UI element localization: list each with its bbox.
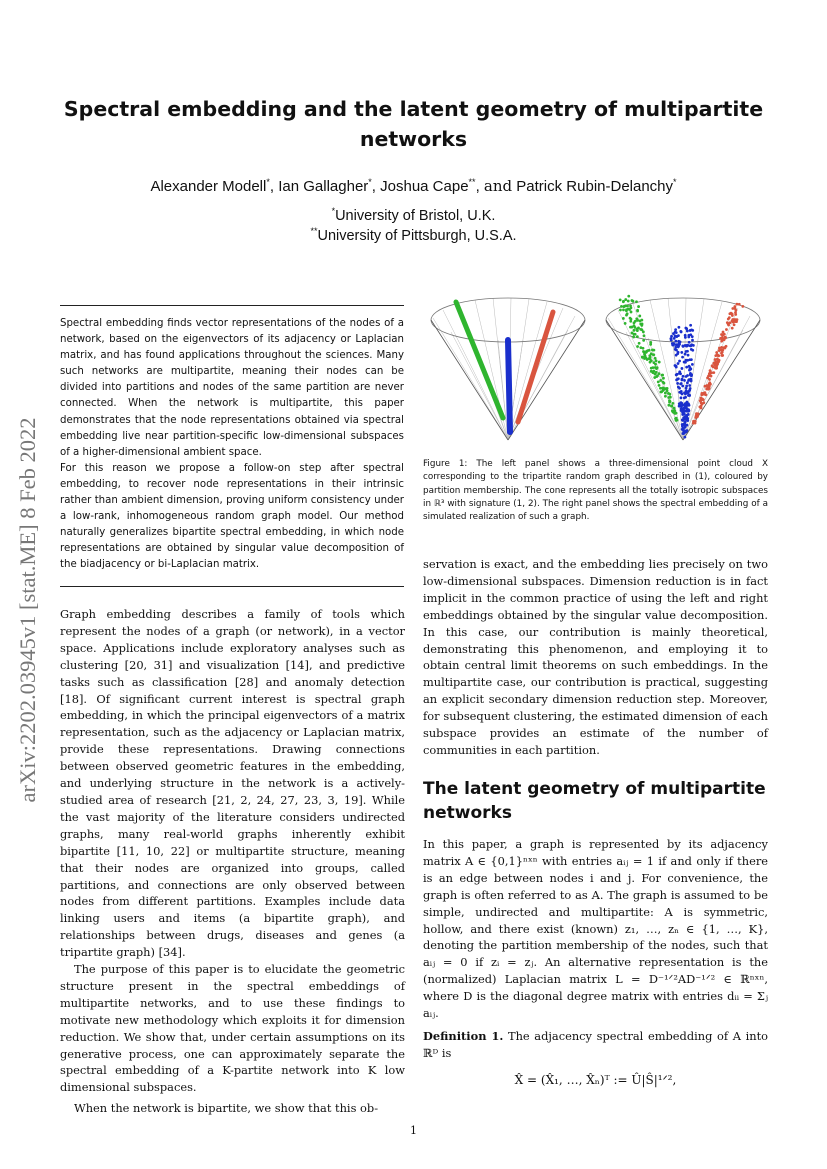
- scatter-point: [680, 351, 683, 354]
- scatter-point: [624, 298, 627, 301]
- scatter-point: [655, 367, 658, 370]
- scatter-point: [620, 305, 623, 308]
- scatter-point: [680, 391, 683, 394]
- scatter-point: [688, 409, 691, 412]
- scatter-point: [682, 375, 685, 378]
- scatter-point: [681, 367, 684, 370]
- scatter-point: [701, 403, 704, 406]
- body-paragraph: When the network is bipartite, we show that this ob-: [74, 1101, 379, 1116]
- scatter-point: [684, 415, 687, 418]
- scatter-point: [725, 328, 728, 331]
- right-cone-panel: [606, 295, 760, 440]
- scatter-point: [633, 333, 636, 336]
- body-paragraph: In this paper, a graph is represented by its adjacency matrix A ∈ {0,1}ⁿˣⁿ with entries aᵢⱼ = 1 if and only if there is an edge between nodes i and j. For convenience, the graph is often referred to as A. The graph is assumed to be simple, undirected and multipartite: A is symmetric, hollow, and there exist (known) z₁, …, zₙ ∈ {1, …, K}, denoting the partition membership of the nodes, such that aᵢⱼ = 0 if zᵢ = zⱼ. An alternative representation is the (normalized) Laplacian matrix L = D⁻¹ᐟ²AD⁻¹ᐟ² ∈ ℝⁿˣⁿ, where D is the diagonal degree matrix with entries dᵢᵢ = Σⱼ aᵢⱼ.: [423, 837, 768, 1021]
- scatter-point: [736, 318, 739, 321]
- author-name: Patrick Rubin-Delanchy: [516, 178, 674, 195]
- scatter-point: [685, 385, 688, 388]
- scatter-point: [722, 331, 725, 334]
- scatter-point: [652, 370, 655, 373]
- scatter-point: [734, 307, 737, 310]
- scatter-point: [690, 348, 693, 351]
- scatter-point: [675, 331, 678, 334]
- scatter-point: [662, 387, 665, 390]
- scatter-point: [671, 402, 674, 405]
- scatter-point: [676, 378, 679, 381]
- scatter-point: [731, 327, 734, 330]
- scatter-point: [641, 356, 644, 359]
- scatter-point: [690, 358, 693, 361]
- scatter-point: [729, 321, 732, 324]
- scatter-point: [700, 407, 703, 410]
- scatter-point: [622, 317, 625, 320]
- abstract-paragraph: For this reason we propose a follow-on step after spectral embedding, to recover node representations in their intrinsic rather than ambient dimension, proving uniform consistency under a low-rank, inhomogeneous random graph model. Our method naturally generalizes bipartite spectral embedding, in which node representations are obtained by singular value decomposition of the biadjacency or bi-Laplacian matrix.: [60, 462, 404, 571]
- scatter-point: [724, 336, 727, 339]
- scatter-point: [674, 340, 677, 343]
- figure-caption: Figure 1: The left panel shows a three-dimensional point cloud X corresponding to the tripartite random graph described in (1), coloured by partition membership. The cone represents all the totally isotropic subspaces in ℝ³ with signature (1, 2). The right panel shows the spectral embedding of a simulated realization of such a graph.: [423, 459, 768, 523]
- scatter-point: [710, 375, 713, 378]
- scatter-point: [638, 342, 641, 345]
- scatter-point: [629, 320, 632, 323]
- scatter-point: [687, 344, 690, 347]
- scatter-point: [662, 377, 665, 380]
- scatter-point: [684, 424, 687, 427]
- scatter-point: [637, 327, 640, 330]
- definition-text: The adjacency spectral embedding of A into ℝᴰ is: [423, 1028, 769, 1060]
- scatter-point: [687, 336, 690, 339]
- page-number: 1: [410, 1124, 417, 1137]
- scatter-point: [674, 364, 677, 367]
- scatter-point: [672, 344, 675, 347]
- definition: [423, 1028, 768, 1062]
- scatter-point: [709, 369, 712, 372]
- scatter-point: [728, 316, 731, 319]
- scatter-point: [681, 385, 684, 388]
- scatter-point: [648, 354, 651, 357]
- scatter-point: [686, 381, 689, 384]
- scatter-point: [652, 366, 655, 369]
- scatter-point: [733, 323, 736, 326]
- scatter-point: [636, 335, 639, 338]
- scatter-point: [639, 346, 642, 349]
- scatter-point: [669, 396, 672, 399]
- definition-label: Definition 1.: [423, 1028, 504, 1043]
- scatter-point: [675, 373, 678, 376]
- scatter-point: [627, 300, 630, 303]
- body-paragraph: The purpose of this paper is to elucidate the geometric structure present in the spectral embeddings of multipartite networks, and to use these findings to motivate new methodology which exploits it for dimension reduction. We show that, under certain assumptions on its generative process, one can approximately separate the spectral embedding of a K-partite network into K low dimensional subspaces.: [60, 962, 405, 1095]
- scatter-point: [717, 360, 720, 363]
- author-list: Alexander Modell*, Ian Gallagher*, Joshua Cape**, and Patrick Rubin-Delanchy*: [150, 177, 677, 195]
- scatter-point: [688, 366, 691, 369]
- scatter-point: [689, 324, 692, 327]
- scatter-point: [680, 407, 683, 410]
- scatter-point: [683, 436, 686, 439]
- scatter-point: [721, 351, 724, 354]
- scatter-point: [670, 335, 673, 338]
- scatter-point: [690, 328, 693, 331]
- scatter-point: [672, 332, 675, 335]
- scatter-point: [673, 411, 676, 414]
- scatter-point: [674, 328, 677, 331]
- arxiv-stamp: arXiv:2202.03945v1 [stat.ME] 8 Feb 2022: [15, 417, 40, 803]
- author-name: Joshua Cape: [380, 178, 469, 195]
- scatter-point: [678, 387, 681, 390]
- scatter-point: [688, 384, 691, 387]
- scatter-point: [622, 308, 625, 311]
- scatter-point: [688, 390, 691, 393]
- scatter-point: [708, 372, 711, 375]
- scatter-point: [731, 312, 734, 315]
- scatter-point: [678, 405, 681, 408]
- scatter-point: [684, 361, 687, 364]
- scatter-point: [688, 341, 691, 344]
- scatter-point: [629, 304, 632, 307]
- scatter-point: [682, 428, 685, 431]
- scatter-point: [668, 401, 671, 404]
- scatter-point: [680, 401, 683, 404]
- scatter-point: [649, 358, 652, 361]
- figure-1-cone-plots: [423, 290, 768, 450]
- scatter-point: [709, 383, 712, 386]
- scatter-point: [738, 303, 741, 306]
- scatter-point: [649, 341, 652, 344]
- scatter-point: [643, 334, 646, 337]
- affiliation: *University of Bristol, U.K.: [331, 206, 496, 224]
- scatter-point: [686, 350, 689, 353]
- scatter-point: [659, 379, 662, 382]
- scatter-point: [721, 334, 724, 337]
- scatter-point: [629, 317, 632, 320]
- scatter-point: [658, 361, 661, 364]
- scatter-point: [693, 421, 696, 424]
- scatter-point: [682, 419, 685, 422]
- scatter-point: [635, 317, 638, 320]
- scatter-point: [652, 349, 655, 352]
- scatter-point: [638, 315, 641, 318]
- scatter-point: [635, 300, 638, 303]
- scatter-point: [655, 371, 658, 374]
- scatter-point: [642, 339, 645, 342]
- scatter-point: [685, 406, 688, 409]
- scatter-point: [626, 305, 629, 308]
- scatter-point: [684, 353, 687, 356]
- scatter-point: [715, 367, 718, 370]
- scatter-point: [650, 370, 653, 373]
- scatter-point: [637, 305, 640, 308]
- author-conjunction: and: [483, 177, 513, 195]
- scatter-point: [667, 392, 670, 395]
- scatter-point: [636, 310, 639, 313]
- scatter-point: [619, 299, 622, 302]
- scatter-point: [687, 394, 690, 397]
- scatter-point: [683, 379, 686, 382]
- scatter-point: [639, 319, 642, 322]
- scatter-point: [681, 356, 684, 359]
- scatter-point: [665, 387, 668, 390]
- scatter-point: [690, 379, 693, 382]
- scatter-point: [686, 374, 689, 377]
- scatter-point: [691, 339, 694, 342]
- body-continuation: [423, 556, 768, 759]
- scatter-point: [683, 410, 686, 413]
- affiliation: **University of Pittsburgh, U.S.A.: [310, 226, 517, 244]
- scatter-point: [677, 334, 680, 337]
- body-paragraph: Graph embedding describes a family of tools which represent the nodes of a graph (or network), in a vector space. Applications include exploratory analyses such as clustering [20, 31] and visualization [14], and predictive tasks such as classification [28] and anomaly detection [18]. Of significant current interest is spectral graph embedding, in which the principal eigenvectors of a matrix representation, such as the adjacency or Laplacian matrix, provide these representations. Drawing connections between observed geometric features in the embedding, and underlying structure in the network is a actively-studied area of research [21, 2, 24, 27, 23, 3, 19]. While the vast majority of the literature considers undirected graphs, many real-world graphs inherently exhibit bipartite [11, 10, 22] or multipartite structure, meaning that their nodes are organized into groups, called partitions, and connections are only observed between nodes from different partitions. Examples include data linking users and items (a bipartite graph), and relationships between drugs, diseases and genes (a tripartite graph) [34].: [60, 607, 405, 960]
- scatter-point: [706, 376, 709, 379]
- introduction: [60, 606, 405, 1117]
- scatter-point: [685, 430, 688, 433]
- scatter-point: [686, 419, 689, 422]
- scatter-point: [699, 400, 702, 403]
- scatter-point: [720, 340, 723, 343]
- section-body: [423, 836, 768, 1062]
- scatter-point: [627, 295, 630, 298]
- abstract: [60, 316, 404, 574]
- scatter-point: [652, 353, 655, 356]
- scatter-point: [678, 360, 681, 363]
- scatter-point: [677, 362, 680, 365]
- scatter-point: [675, 343, 678, 346]
- abstract-bottom-rule: [60, 586, 404, 587]
- scatter-point: [679, 330, 682, 333]
- scatter-point: [634, 320, 637, 323]
- scatter-point: [676, 352, 679, 355]
- scatter-point: [662, 389, 665, 392]
- scatter-point: [670, 339, 673, 342]
- scatter-point: [714, 364, 717, 367]
- scatter-point: [632, 336, 635, 339]
- scatter-point: [633, 324, 636, 327]
- scatter-point: [687, 402, 690, 405]
- section-heading: The latent geometry of multipartite networks: [423, 779, 766, 823]
- scatter-point: [684, 334, 687, 337]
- scatter-point: [655, 359, 658, 362]
- scatter-point: [658, 372, 661, 375]
- scatter-point: [682, 412, 685, 415]
- scatter-point: [644, 351, 647, 354]
- scatter-point: [664, 392, 667, 395]
- body-paragraph: servation is exact, and the embedding lies precisely on two low-dimensional subspaces. Dimension reduction is in fact implicit in the common practice of using the left and right embeddings obtained by the singular value decomposition. In this case, our contribution is mainly theoretical, demonstrating this phenomenon, and employing it to obtain central limit theorems on such embeddings. In the multipartite case, our contribution is practical, suggesting an explicit secondary dimension reduction step. Moreover, for subsequent clustering, the estimated dimension of each subspace provides an estimate of the number of communities in each partition.: [423, 557, 768, 757]
- scatter-point: [674, 417, 677, 420]
- scatter-point: [702, 392, 705, 395]
- scatter-point: [678, 372, 681, 375]
- author-name: Alexander Modell: [150, 178, 267, 195]
- scatter-point: [636, 329, 639, 332]
- scatter-point: [619, 309, 622, 312]
- scatter-point: [680, 396, 683, 399]
- scatter-point: [654, 363, 657, 366]
- scatter-point: [681, 378, 684, 381]
- scatter-point: [677, 326, 680, 329]
- scatter-point: [683, 391, 686, 394]
- scatter-point: [674, 348, 677, 351]
- scatter-point: [622, 300, 625, 303]
- scatter-point: [626, 312, 629, 315]
- author-name: Ian Gallagher: [278, 178, 369, 195]
- scatter-point: [696, 413, 699, 416]
- scatter-point: [655, 375, 658, 378]
- paper-title: Spectral embedding and the latent geometry of multipartite networks: [63, 97, 764, 151]
- scatter-point: [649, 361, 652, 364]
- scatter-point: [624, 322, 627, 325]
- scatter-point: [734, 311, 737, 314]
- scatter-point: [687, 354, 690, 357]
- scatter-point: [689, 333, 692, 336]
- scatter-point: [716, 363, 719, 366]
- scatter-point: [659, 387, 662, 390]
- scatter-point: [664, 395, 667, 398]
- scatter-point: [684, 402, 687, 405]
- abstract-paragraph: Spectral embedding finds vector representations of the nodes of a network, based on the eigenvectors of its adjacency or Laplacian matrix, and has found applications throughout the sciences. Many such networks are multipartite, meaning their nodes can be divided into partitions and nodes of the same partition are never connected. When the network is multipartite, this paper demonstrates that the node representations obtained via spectral embedding live near partition-specific low-dimensional subspaces of a higher-dimensional ambient space.: [60, 318, 404, 458]
- abstract-top-rule: [60, 305, 404, 306]
- scatter-point: [661, 374, 664, 377]
- scatter-point: [681, 345, 684, 348]
- scatter-point: [640, 328, 643, 331]
- scatter-point: [630, 311, 633, 314]
- scatter-point: [640, 324, 643, 327]
- scatter-point: [672, 407, 675, 410]
- scatter-point: [690, 343, 693, 346]
- scatter-point: [685, 327, 688, 330]
- scatter-point: [715, 351, 718, 354]
- scatter-point: [632, 300, 635, 303]
- scatter-point: [678, 343, 681, 346]
- scatter-point: [684, 396, 687, 399]
- scatter-point: [741, 305, 744, 308]
- scatter-point: [711, 364, 714, 367]
- scatter-point: [663, 382, 666, 385]
- left-cone-panel: [431, 298, 585, 440]
- scatter-point: [723, 346, 726, 349]
- scatter-point: [701, 397, 704, 400]
- scatter-point: [622, 305, 625, 308]
- scatter-point: [657, 380, 660, 383]
- scatter-point: [679, 382, 682, 385]
- scatter-point: [707, 388, 710, 391]
- scatter-point: [714, 354, 717, 357]
- scatter-point: [690, 374, 693, 377]
- scatter-point: [658, 384, 661, 387]
- scatter-point: [636, 345, 639, 348]
- scatter-point: [720, 354, 723, 357]
- scatter-point: [685, 366, 688, 369]
- scatter-point: [654, 357, 657, 360]
- scatter-point: [645, 356, 648, 359]
- equation: X̂ = (X̂₁, …, X̂ₙ)ᵀ := Û|Ŝ|¹ᐟ²,: [514, 1073, 677, 1087]
- scatter-point: [633, 329, 636, 332]
- scatter-point: [671, 405, 674, 408]
- scatter-point: [674, 335, 677, 338]
- scatter-point: [691, 363, 694, 366]
- scatter-point: [676, 382, 679, 385]
- scatter-point: [667, 404, 670, 407]
- scatter-point: [731, 319, 734, 322]
